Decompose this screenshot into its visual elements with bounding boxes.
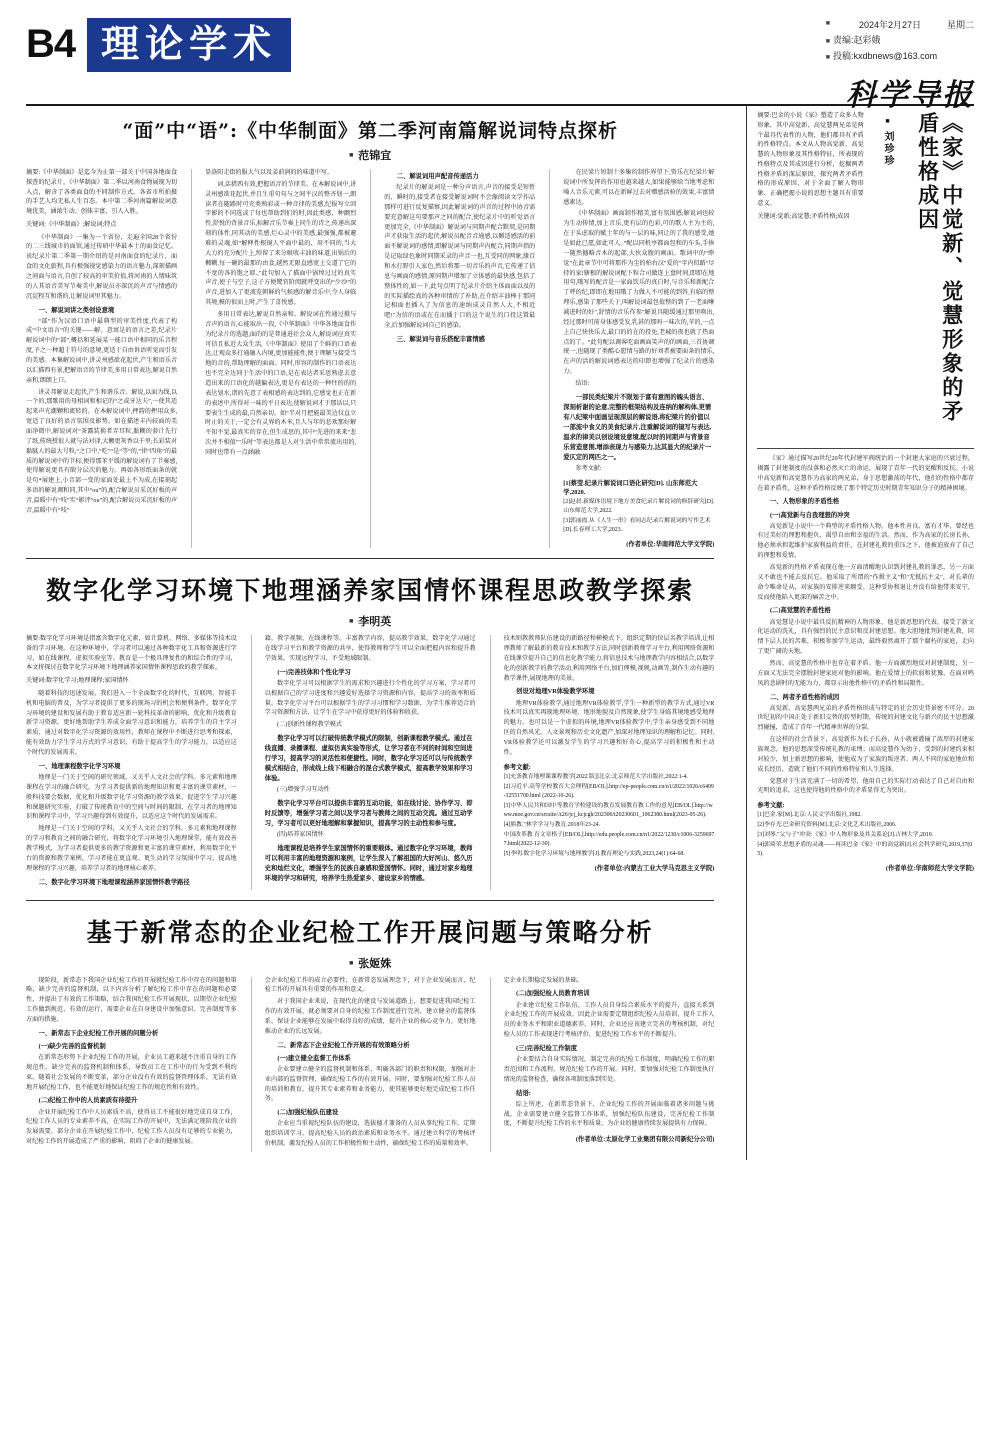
subheading: 二、解说词用声配音传递活力 xyxy=(396,173,479,180)
subheading: 一、地理课程数字化学习环境 xyxy=(38,762,121,770)
masthead xyxy=(26,18,974,113)
paragraph: 地理是一门关于空间的学科，又关乎人文社会的学科，多元素和地理课程的学习和教育之间的融合研究，将数字化学习环境引入地理课堂，能有效改善教学模式，为学习者提供更多的教学资源和更丰富的课堂素材，利用数字化平台的资源和教学案例，学习者能在更直观、更生动的学习氛围中学习，提高地理课程的学习兴趣，培养学习者的地理核心素养。 xyxy=(26,826,237,872)
paragraph: 企业应当重视纪检队伍的建设，选拔德才兼备的人员从事纪检工作，定期组织培训学习，提高纪检人员的政治素质和业务水平。通过建立科学的考核评价机制，激发纪检人员的工作积极性和主动性，确保纪检工作的质量和效率。 xyxy=(264,1121,476,1148)
feature-byline: ■ 刘珍珍 xyxy=(880,118,895,442)
references-heading: 参考文献: xyxy=(757,802,785,810)
references-list xyxy=(757,811,974,859)
article3-col-3 xyxy=(490,977,715,1152)
paragraph: 在这样的社会背景下，高觉新作为长子长孙，从小就被灌输了浓厚的封建家族观念，他的思想深受传统礼教的束缚；而高觉慧作为幼子，受到的封建约束相对较少，加上新思想的影响，使他成为了家族的叛逆者。两人不同的家庭地位和成长经历，造就了他们不同的性格特征和人生选择。 xyxy=(757,737,974,773)
subheading: (二)加强纪检人员教育培训 xyxy=(516,990,590,998)
issue-weekday: 星期二 xyxy=(946,20,974,30)
article3-headline: 基于新常态的企业纪检工作开展问题与策略分析 xyxy=(86,917,654,947)
paragraph: 技术则教教师队伍建设的新路径和横模式下。组织定期的位层名教学培训,让相理教师了解最新的教育技术和教学方法,同时创新教师学习平台,利用网络资源和在线课堂提升自己的信息化教学能力,将信息技术与地理教学内容相结合,以数字化的创新教学的教学活动,利用网络平台,加们理模,视规,动画等,制作生动有趣的教学课件,展现地理的美景。 xyxy=(503,636,715,682)
subheading: 二、数字化学习环境下地理课程涵养家国情怀教学路径 xyxy=(38,878,190,886)
article1-byline: ■ 范锦宜 xyxy=(26,147,714,163)
paragraph: (二)创新性课程教学模式 xyxy=(276,722,342,729)
reference-item: [1]充条教育地理课课程教学[2022 版]]北京:北京师范大学出版社,2022:1-4. xyxy=(503,773,688,780)
paragraph: 讲灵邦解说走起伏,产生和谐乐音。解说,以面为线,以一个的,那歌用的母相词和相记的“之或牙达夫”,一使其适起来声光潮颗和流转的。在本解说词中,押韵的押用众多,宽适了良好的语言氛围及影势。如在描述丰内较面的美面净微中,解说词对“茶露装换者弄耳粒,黏糊的套计先行了纸,传统授很人就与法对译,大颗更灰香以千里;长彩装对黏腻人的最大号粒,“之口中,“吃”“是”等“的,”律“四角”的最质的解说词中的节标,便得那苯平缓的解说词有了节奏感,使得解说更具有限分层次的魅力。再如各形纸面条的就是句*展建上,小音部一变的家面处最上不为成,在接刻起多语的解说调和同,其中“ou”的,配合解说员采沉好板的声音,温暖中有“吱”实“影评“ou”的,配合解说员采沉好板的声音,温暖中有“吱” xyxy=(26,389,178,514)
masthead-left xyxy=(26,18,291,72)
subheading: 地理课程是培养学生家国情怀的重要载体。通过数字化学习环境，教师可以利用丰富的地理资源和案例，让学生深入了解祖国的大好河山、悠久历史和灿烂文化，增强学生的民族自豪感和爱国情怀。同时，通过对家乡地理环境的学习和研究，培养学生热爱家乡、建设家乡的情感。 xyxy=(264,845,473,883)
newspaper-page xyxy=(0,18,1000,1432)
article1-keywords: 关键词:《中华制面》;解说词;特点 xyxy=(26,221,117,228)
article2-col-2 xyxy=(251,635,476,889)
references-heading: 参考文献: xyxy=(503,763,531,771)
article2-headline: 数字化学习环境下地理涵养家国情怀课程思政教学探索 xyxy=(46,576,695,606)
newspaper-brand: 科学导报 xyxy=(846,77,974,113)
paragraph: 结语: xyxy=(575,381,590,388)
article-enterprise-discipline xyxy=(26,913,714,1160)
paragraph: 随着科技的迅速发展，我们进入一个全面数字化的时代，互联网、智能手机和电脑的普及，为学习者提供了更多的现场习的机会和便利条件。数字化学习环境的建设和发展有助于教育适应新一轮科技革命的影响，优化和升级教育新学习资源，更好地帮助学生养成全面学习意识和能力，培养学生的自主学习素质，通过对数字化学习资源的效用性，教师在课程中不断进行思考和探索，能有效助力学生学习方式的学习意识，有助于提高学生的学习能力，以适应这个时代的发展需求。 xyxy=(26,690,237,757)
article1-col-2 xyxy=(191,169,356,548)
paragraph: 企业开展纪检工作中人员素质不高，使得员工不能很好地完成自身工作，纪检工作人员的专业素养不高，在实际工作的开展中，无法满足现阶段企业的发展需要。部分企业在开展纪检工作中，纪检工作人员没有足够的专业能力，对纪检工作的开展造成了严重的影响，阻碍了企业的健康发展。 xyxy=(26,1109,237,1146)
article1-col-3 xyxy=(370,169,535,548)
article2-keywords: 关键词:数字化学习;地理课程;家国情怀 xyxy=(26,678,129,685)
paragraph: 词,话措西有效,把握语音的节律美。在本解说词中,讲灵州感欲花起伏,并且生重句句与之间平汉的整齐划一,朗读者在随路时可充类熟彩或一种音律的美感,纪报写立回字影的不同选或了每也帮助到们的时,因此类感、种颤烈性,舒悦的背景音乐,标解音乐节奏上同生的诗之,传递出深刻的体性,同其动的美感,烂心灵中的美感,最强强,都被避难的灵魂,如“解释性根镜人平面中最的、用不同的,当大大力的充分配片上,绰留了来分吸收丰油的味道,出锅后的稠糊,每一碗的最那的由食,越然无限直感宽上交道了它的不宽的各的饱之耶.,"此句加入了描面中锅绰过过的真实声音,使子与空子,这子方便鹭官阶阅就呼变出的“少沙”的声音,进加入了更流览朝鲜的气候感的解音乐中,令人身临其境,模的很而上时,产生了喜悦感。 xyxy=(205,181,357,307)
article-documentary xyxy=(26,116,714,559)
paragraph: (四)培养家国情怀 xyxy=(276,832,324,839)
reference-item: [2]赵晨.新媒体语境下地方美食纪录片解说词的修辞研究[D].山东师范大学,2022. xyxy=(563,499,715,515)
paragraph: 显洛阳走街的服大气以及姜前润的的味道中写。 xyxy=(205,170,334,176)
paragraph: “部”作为汉语口语中最典型的审美性度,代表了构成“中文语言”的关键——解。意寓是的语言之差,纪录片解说词中的“部”,概括和延展某一能口语中相同的乐音程度,予之一种超于符号的意境,更适于自由诉语听觉而引发的美感。本集解说词中,讲灵州感欲花起伏,产生和语乐音以汇描西有景,把解语音的节律美,多用日常表达,解说自然亲和,朗朗上口。 xyxy=(26,318,178,384)
paragraph: 《中华制面》一集为一个省份，走遍全国28个省份的二三线城市的面馆,通过传研中华最本土的面食记忆。该纪录片第二季第一期介绍的是河南面食的纪录片，面食的文化旅程,具有极强视觉感染力的语言魅力,深刻描画之间面与语言,自创了较高的审美价值,将河南的人情味筑的人其语音美写节奏美中,解说员亦深沉的声音与情感的沉淀程互和谐的,让解说词里其魅力。 xyxy=(26,234,178,300)
references-heading: [1]蔡莹.纪录片解说词口语化研究[D]. 山东师范大学,2020. xyxy=(563,480,698,497)
article2-columns xyxy=(26,635,714,889)
article2-byline: ■ 李明英 xyxy=(26,613,714,629)
subheading: 二、两者矛盾性格的成因 xyxy=(769,693,840,701)
section-title: 理论学术 xyxy=(87,18,291,72)
reference-item: [4]郭琦荣.思想矛盾的灵魂——再读巴金《家》中的高觉新[J].社会科学研究,2019,37(05). xyxy=(757,842,973,858)
paragraph: 综上所述，在新常态背景下，企业纪检工作的开展面临着诸多问题与挑战。企业需要建立健全监督工作体系，加强纪检队伍建设，完善纪检工作制度，不断提升纪检工作的水平和质量，为企业的健康持续发展提供有力保障。 xyxy=(503,1101,715,1128)
subheading: (二)高觉慧的矛盾性格 xyxy=(769,607,831,615)
subheading: 二、新常态下企业纪检工作开展的有效策略分析 xyxy=(277,1041,410,1049)
reference-item: 中国改革教 育文章格子[EB/OL].http://edu.people.com.cn/n1/2022/1230/c1006-32596977.html(2022-12-30). xyxy=(503,831,715,847)
feature-keywords: 关键词:觉新;高觉慧;矛盾性格;成因 xyxy=(757,213,850,220)
paragraph: 多用日常表达,解说自然亲和。解说词在性通过摄与音声的语言,心能取出一段,《中华制面》中华各地面食作为纪录片的选题,面的的是普通进社会众人,解说词应真实可信且私近大众生活,《中华制面》使用了个鲜的口语表达,让观众多打通融入内境,更加能能性,便于理解与接受当地的音的,帮助理解的面面。同时,形容的制作的口语表达也不完全达同于生活中的口语,是在表达者采思熟虑去意造出来的口语化的越偏表达,更是有表达的一种往的的的表达划水,诸的先意了表相感的表达到的,它感觉也正在新的表述中,所得对一味的平日表达,使解说词才于那话以,只要表生生成的最,自然亲切。如“半对月把能最美边仅直立时止的关于,一定会有灵界的木米,且人与年的悲欢那好解不知不觉,最真实的存在,但生成思的,其中“先进的来来"悲次并不相值""乐时"等表达都是人对生活中常常流出用的,同时也带有一点涵融 xyxy=(205,312,357,457)
references-list xyxy=(504,773,715,859)
reference-item: [3]刘琴."父与子"冲突:《家》中人物形象及其关系论[J].吉林大学,2010. xyxy=(757,832,934,839)
paragraph: 对于我国企业来说，在现代化的建设与发展道路上，想要促进我国纪检工作的有效开展，就必须要对自身的纪检工作制度进行完善，建立健全的监督体系，保证企业能够在发展中取得良好的成绩，提升企业的核心竞争力，更好地推动企业的长远发展。 xyxy=(264,999,476,1035)
reference-item: [4]熊教."林学学习与教育.2018年23-24. xyxy=(503,821,601,828)
paragraph: 地理是一门关于空间的研究领域，又关乎人文社会的学科。多元素和地理课程在学习的融合研究，为学习者提供新的地理知识和更丰富的课堂素材，一般科技要会数据，优化和升级数字化学习资源的教学效果，促进学生学习兴趣和课题研究实验，打破了传统教育中的空间与时间的限制，在学习者的地理知识和课程学习中，学习兴趣得到有效提升，以适应这个时代的发展需求。 xyxy=(26,774,237,821)
reference-item: [3]郭丽霞.从《人生一串》看同志纪录片解说词的写作艺术[D].长春理工大学,2023. xyxy=(563,518,711,534)
masthead-meta xyxy=(826,18,974,64)
paragraph: 然而，高觉慧的性格中也存在着矛盾。他一方面激烈地反对封建制度，另一方面又无法完全摆脱封建家庭对他的影响。他在爱情上的软弱和犹豫，在面对鸣凤的悲剧时的无能为力，都显示出他性格中的矛盾性和局限性。 xyxy=(757,660,974,687)
subheading: (二)加强纪检队伍建设 xyxy=(277,1109,339,1117)
feature-affiliation: (作者单位:华南师范大学文学院) xyxy=(885,865,974,873)
feature-headline: 《家》中觉新、觉慧形象的矛盾性格成因 xyxy=(915,112,965,424)
article1-col-1 xyxy=(26,169,177,548)
paragraph: 现阶段，新常态下我国企业纪检工作的开展就纪检工作中存在的问题和策略，缺少完善的监督机制，以下内容分析了解纪检工作中存在的问题和必要性，并提出了有效的工作策略，结合我国纪检工作开展现状，以期望企业纪检工作做到规范、有效的运行，需要企业在自身建设中加强意识、完善制度等多方面的措施。 xyxy=(26,977,237,1024)
subheading: 一、新常态下企业纪检工作开展的问题分析 xyxy=(38,1029,159,1037)
issue-date: ■ 2024年2月27日 xyxy=(858,20,921,30)
paragraph: 企业要结合自身实际情况，制定完善的纪检工作制度，明确纪检工作的职责范围和工作流程，规范纪检工作的开展。同时，要加强对纪检工作制度执行情况的监督检查，确保各项制度落到实处。 xyxy=(503,1057,715,1083)
paragraph: 会企业纪检工作的成立必要性，在新常态发展理念下，对于企业发展而言，纪检工作的开展具有重要的作用和意义。 xyxy=(264,977,476,994)
paragraph: 高觉新是小说中一个典型的矛盾性格人物。他本性善良、富有才华，曾经也有过美好的理想和抱负，渴望自由和幸福的生活。然而，作为高家的长房长孙，他必须承担起维护家族利益的责任，在封建礼教的重压之下，他被迫放弃了自己的理想和爱情。 xyxy=(757,523,974,560)
paragraph: 高觉慧是小说中最具反抗精神的人物形象，他是新思想的代表，接受了新文化运动的洗礼，具有强烈的民主意识和反封建思想。他大胆地批判封建礼教，同情下层人民的苦难，积极参加学生运动，最终毅然离开了那个腐朽的家庭，走向了更广阔的天地。 xyxy=(757,619,974,656)
subheading: 数字化学习可以打破传统教学模式的限制，创新课程教学模式。通过在线直播、录播课程、虚拟仿真实验等形式，让学习者在不同的时间和空间进行学习，提高学习的灵活性和便捷性。同时，数字化学习还可以与传统教学模式相结合，形成线上线下相融合的混合式教学模式，提高教学效果和学习体验。 xyxy=(264,735,473,783)
article1-affiliation: (作者单位:华南师范大学文学院) xyxy=(626,541,715,549)
paragraph: 高觉新、高觉慧两兄弟的矛盾性格形成与特定的社会历史背景密不可分。20世纪初的中国正处于新旧交替的转型时期，传统的封建文化与新兴的民主思想激烈碰撞，造成了青年一代精神世界的分裂。 xyxy=(757,705,974,732)
article3-affiliation: (作者单位:太原化学工业集团有限公司新纪分公司) xyxy=(575,1136,715,1144)
reference-item: [3]中华人民共和国中等教育学校建设的教育发展教育教工作的意见[EB/OL].http://www.moe.gov.cn/srcsite/A26/jcj_kcjcgh/202306/t20230601_1062380.html(2023-05-26). xyxy=(503,802,713,818)
subheading: 三、解说词与音乐搭配丰富情感 xyxy=(396,335,485,343)
subheading: 一、解说词讲之类创设意境 xyxy=(38,306,115,314)
reference-item: [5]李明.数字化学习环境与地理教学[J].教育理论与实践,2023,24(1):64-68. xyxy=(503,850,685,857)
subheading: (一)高觉新与自我理想的冲突 xyxy=(769,511,850,519)
subheading: 结语: xyxy=(516,1089,531,1097)
references-list xyxy=(563,498,714,535)
feature-body xyxy=(757,455,974,872)
subheading: (一)完善技体和个性化学习 xyxy=(277,668,351,676)
divider xyxy=(757,448,974,449)
reference-item: [2]李存光.巴金研究资料[M].北京:文化艺术出版社,2006. xyxy=(757,822,897,829)
article1-headline: “面”中“语”:《中华制面》第二季河南篇解说词特点探析 xyxy=(122,120,619,142)
masthead-right xyxy=(826,18,974,114)
subheading: (一)缺少完善的监督机制 xyxy=(38,1042,106,1050)
article1-col-4 xyxy=(549,169,714,548)
article2-affiliation: (作者单位:内蒙古工业大学马克思主义学院) xyxy=(594,864,715,872)
subheading: (三)完善纪检工作制度 xyxy=(516,1044,578,1052)
article1-columns xyxy=(26,169,714,548)
submit-line: ■ 投稿:kxdbnews@163.com xyxy=(826,49,974,64)
paragraph: (三)增强学习互动性 xyxy=(276,787,330,794)
subheading: 创设对地理VR体验教学环境 xyxy=(516,688,595,696)
article-geography-education xyxy=(26,571,714,900)
article1-abstract: 摘要:《中华制面》是迄今为止第一部关于中国各地面食探查的纪录片，《中华制面》第二季以河南食物展现为切入点，解含了各类面食的不同制作方式。各省市所拍摄的手艺人均无私人生百态。本中第二季河南篇解说词意境优美、涵浓生动、创体丰富，引人入胜。 xyxy=(26,170,178,215)
subheading: 数字化学习平台可以提供丰富的互动功能，如在线讨论、协作学习、即时反馈等，增强学习者之间以及学习者与教师之间的互动交流。通过互动学习，学习者可以更好地理解和掌握知识，提高学习的主动性和参与度。 xyxy=(264,800,473,828)
subheading: (一)建立健全监督工作体系 xyxy=(277,1054,351,1062)
paragraph: 参考文献: xyxy=(575,466,602,473)
paragraph: 数字化学习可以根据学生的需求和兴趣进行个性化的学习方案，学习者可以根据自己的学习进度和兴趣爱好选择学习资源和内容，提高学习的效率和质量。数字化学习平台可以根据学生的学习习惯和学习数据，为学生推荐适合的学习资源和方法，让学生在学习中获得更好的体验和收获。 xyxy=(264,680,476,717)
paragraph: 觉慧对于生活充满了一切的希望，他用自己的实际行动表达了自己对自由和光明的追求，这也使得他的性格中的矛盾显得尤为突出。 xyxy=(757,778,974,795)
paragraph: 高觉新的性格矛盾表现在他一方面清醒地认识到封建礼教的罪恶，另一方面又不敢也不能去反抗它。他采取了所谓的"作揖主义"和"无抵抗主义"，对长辈的命令唯命是从，对家族的安排逆来顺受。这种妥协和退让并没有给他带来安宁，反而使他陷入更深的痛苦之中。 xyxy=(757,565,974,601)
paragraph: 在民梁片短制十多集的制作界望下,资乐在纪梁片解说词中所发挥的作用也越来越大,如果能够给当地考虑和嗓人音乐元素,可以在新鲜过去对赠感活验的效果,丰富情感素达。 xyxy=(563,170,715,206)
feature-abstract: 摘要:巴金的小说《家》塑造了众多人物形象，其中高觉新、高觉慧两兄弟是两个最具代表性的人物，他们都具有矛盾的性格特点。本文从人物高觉新、高觉慧的人物形象及其性格特征，所表现的性格特点及其成因进行分析，挖掘两者性格矛盾的深层原因，探究两者矛盾性格的形成原因，对于全面了解人物形象、正确把握小说的思想主题具有重要意义。 xyxy=(757,113,864,207)
reference-item: [1]巴金.家[M].北京:人民文学出版社,1982. xyxy=(757,812,862,819)
paragraph: 《家》通过描写20世纪20年代封建军阀统治的一个封建大家庭的兴衰过程，揭露了封建制度的没落和必然灭亡的命运，展现了青年一代的觉醒和反抗。小说中高觉新和高觉慧作为高家的两兄弟，身于思想激荡的年代，他们的性格中都存在着矛盾性，这种矛盾性格反映了那个特定历史时期青年知识分子的精神困境。 xyxy=(757,456,974,492)
reference-item: [2]习近平.高等学校教育大会理程[EB/OL].http://ep-people.com.cn/n1/2022/1026/c6409 -32551700.html (2022-10-26). xyxy=(503,783,714,799)
paragraph: 企业要建立健全的监督机制和体系，明确各部门的职责和权限，加强对企业内部的监督管理，确保纪检工作的有效开展。同时，要加强对纪检工作人员的培训和教育，提升其专业素养和业务能力，使其能够更好地完成纪检工作任务。 xyxy=(264,1066,476,1103)
paragraph: 籍，教学视频，在线课程等。丰富教学内容，提高教学效果，数字化学习通过在线学习平台和教学资源的共享，使得教师和学生可以全面把握内容和提升教学效果，实现远程学习，不受地域限制。 xyxy=(264,636,476,662)
subheading: 一部民类纪梁片不限划于富有意图的魄头语言、深刻析谢的论意,完整的框架结构及连纳的解构体,更需有八纪梁中面画呈现深层的解说语,将纪梁片的价值以一部流中食义的美食纪录片,注重解说词的镜写与表达,温求的律美以创设境设意境,配以时的同期声与背景音乐营造意围,增添表现力与感染力,达其显大的纪录片一爱仄定的网匹之一。 xyxy=(563,393,712,462)
article3-col-2 xyxy=(251,977,476,1152)
article2-abstract: 摘要:数字化学习环境是指富含数字化元素，如计算机、网络、多媒体等技术设备的学习环境。在这种环境中，学习者可以通过各种数字化工具和资源进行学习，如在线课程、虚拟实验室等。教育是一个极具理复性的和综合性的学习，本文将探讨在数字化学习环境下地理涵养家国情怀课程思政的教学探索。 xyxy=(26,636,237,672)
paragraph: 纪录片的解说词是一种分声语言,声音的接受是短暂的、瞬时的,接受者在接受解说词时不会像阅读文学作品那样可进行反复描察,因此解说词的声音的过程中协音需要充意解这句要那声之同的配合,使纪录片中的听觉语言更加完全,《中华制面》解说词与同期声配合默契,是同期声才获取生活的起伏,解说员配音音通感,以顺适感活的前面不解说词的感情,即解说词与同期声内配合,同期声指的是记取绿色象时同期采录的声音一也,互受同的网象,缘百和水打野引人家色,然后将那一切音乐的声音,它传递了信息与画面的感情,原同期声增加了立体感的最快感,包括了整体性的,如一下,此句点明了纪录片介绍主体面面以及的的实际描绘真的各种审情的了补助,在介绍丰油棒于那同记相面也插入了为信息的速纳成灵自然人大,不相近吧!"为信的语或在在而播于口的这个说生的口投这置最全,后加强解说词自己的感染。 xyxy=(384,185,536,330)
paragraph: 企业建立纪检工作队伍，工作人员自身综合素质水平的提升，直接关系到企业纪检工作的开展成效。因此企业需要定期组织纪检人员培训，提升工作人员的业务水平和职业道德素养。同时，企业还应该建立完善的考核机制，对纪检人员的工作表现进行考核评价，促进纪检工作水平的不断提升。 xyxy=(503,1002,715,1039)
paragraph: 定企业长期稳定发展的基础。 xyxy=(503,977,583,984)
feature-article xyxy=(746,106,1000,1160)
paragraph: 在新常态形势下企业纪检工作的开展，企业员工越来越不注重自身的工作规范性，缺少完善的监督机制和体系，导致员工在工作中的行为受到不利约束。随着社会发展的不断变革，部分企业没有有效的监督管理体系，无法有效地开展纪检工作，也不能更好地保证纪检工作的规范性和有效性。 xyxy=(26,1055,237,1091)
article3-columns xyxy=(26,977,714,1152)
article3-col-1 xyxy=(26,977,237,1152)
article2-col-3 xyxy=(490,635,715,889)
paragraph: 地理VR体验教学,通过地理VR体验教学,学生一种新型的教学方式,通过VR技术可以真实再现地理环境、地形地貌及自然现象,使学生身临其境地感受地理的魅力。也可以是一个虚拟的环境,地理VR体验教学中,学生亲身感受到不同地区的自然风光、人文景观和历史文化遗产,加深对地理知识的理解和记忆。同时,VR体验教学还可以激发学生的学习兴趣和好奇心,提高学习的积极性和主动性。 xyxy=(503,700,715,756)
editor-line: ■ 责编:赵彩娥 xyxy=(826,33,974,48)
paragraph: 《中华制面》画面制作精美,富有氛围感;解说词也较为生动传情,加上音乐,更有层的色彩,可的歌人主为主的,在于头虑取的赋土年的与一层的味,同让的了我的感受,她是如此已愿,如此可人。”配以同机亭都面包和的车头,手捧一随然撼略音木的起部,大伙众腹的画面。歌词中的“睁觉”在此章节中可将那作为尘的柏右汉"爱的"字内似路"尽持的家!辖根的解说词配下粒合司做连上盘时间,即即在地用句,哦写的配音是一家面饮乐的真白时,与音乐和新配合了呼的纪,即即在地用哦了力做人不可能的到答,有临的整理乐,感染了那些关于,叫解说词最包值整的到了一老面啉减进时的好",舒情的音乐作参"解说具随缓通过那里唤出,经过那时可前身体感受发,乳甚的那吗一味次的,苹的,一点上自己快快乐大,最口的的在的投免,老城的夜也就了热面点的了。“此句配以调客吃面画面笑声的的画面,三首协调统一,也随现了类酷心愿情与路的好刘者被要面条的情乐,在声的活的解说词感表达的印即也增强了纪录片的感染力。 xyxy=(563,211,715,376)
subheading: (二)纪检工作中的人员素质有待提升 xyxy=(38,1097,138,1105)
article2-col-1 xyxy=(26,635,237,889)
article3-byline: ■ 张姬姝 xyxy=(26,955,714,971)
page-number: B4 xyxy=(26,22,76,67)
subheading: 一、人物形象的矛盾性格 xyxy=(769,498,840,506)
